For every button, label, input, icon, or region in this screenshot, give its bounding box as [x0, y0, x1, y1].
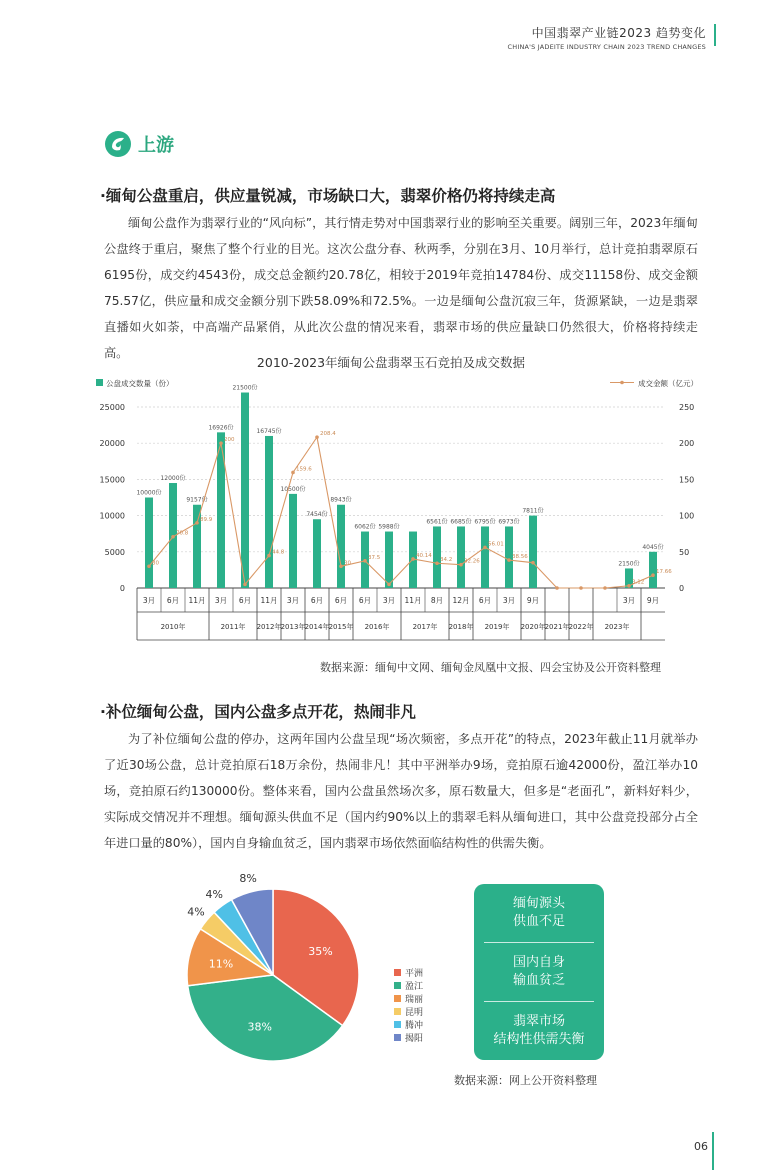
- line-point: [267, 554, 271, 558]
- x-tick-label: 6月: [310, 596, 324, 605]
- pie-legend-swatch: [394, 995, 401, 1002]
- pie-chart: [160, 868, 500, 1098]
- pie-legend-label: 盈江: [405, 982, 424, 992]
- pie-slice-label: 4%: [205, 888, 223, 902]
- line-point: [171, 535, 175, 539]
- year-label: 2020年: [520, 623, 546, 631]
- y-left-tick-label: 10000: [99, 511, 125, 521]
- pie-slice-label: 38%: [247, 1020, 272, 1034]
- x-tick-label: 3月: [382, 596, 396, 605]
- footer-accent-bar: [712, 1132, 714, 1170]
- y-left-tick-label: 0: [119, 584, 125, 593]
- x-tick-label: 6月: [166, 596, 180, 605]
- line-point: [315, 435, 319, 439]
- line-point: [411, 557, 415, 561]
- chart-bar: [289, 494, 297, 588]
- chart-bar: [385, 532, 393, 588]
- line-data-label: 32.26: [464, 558, 480, 565]
- bar-data-label: 10000份: [136, 489, 162, 497]
- chart-bar: [145, 498, 153, 589]
- line-point: [195, 521, 199, 525]
- chart-bar: [241, 393, 249, 588]
- line-data-label: 17.66: [656, 569, 672, 576]
- line-data-label: 200: [224, 437, 235, 444]
- year-label: 2013年: [280, 623, 306, 631]
- pie-source: 数据来源：网上公开资料整理: [454, 1074, 597, 1087]
- line-data-label: 34.2: [440, 557, 453, 564]
- chart-bar: [217, 432, 225, 588]
- x-tick-label: 3月: [622, 596, 636, 605]
- line-point: [291, 471, 295, 475]
- line-data-label: 37.5: [368, 554, 381, 561]
- line-point: [555, 586, 559, 590]
- bar-data-label: 9157份: [186, 496, 208, 504]
- x-tick-label: 12月: [452, 596, 470, 605]
- line-data-label: 3.12: [632, 579, 645, 586]
- line-point: [651, 573, 655, 577]
- bar-data-label: 7454份: [306, 511, 328, 519]
- legend-bar-swatch: [96, 379, 103, 386]
- x-tick-label: 3月: [286, 596, 300, 605]
- y-right-tick-label: 100: [679, 511, 695, 521]
- line-point: [243, 583, 247, 587]
- line-data-label: 89.9: [200, 516, 213, 523]
- x-tick-label: 11月: [404, 596, 422, 605]
- line-point: [579, 586, 583, 590]
- line-data-label: 40.14: [416, 552, 432, 559]
- box-item-domestic: 国内自身 输血贫乏: [512, 955, 565, 988]
- chart-source: 数据来源：缅甸中文网、缅甸金凤凰中文报、四会宝协及公开资料整理: [320, 661, 661, 674]
- bar-data-label: 10500份: [280, 485, 306, 493]
- year-label: 2021年: [544, 623, 570, 631]
- chart-bar: [481, 526, 489, 588]
- pie-legend-swatch: [394, 982, 401, 989]
- x-tick-label: 6月: [358, 596, 372, 605]
- page-number: 06: [694, 1140, 708, 1153]
- y-right-tick-label: 0: [679, 584, 685, 593]
- line-point: [435, 561, 439, 565]
- year-label: 2016年: [364, 623, 390, 631]
- bar-data-label: 4045份: [642, 543, 664, 551]
- line-data-label: 56.01: [488, 541, 504, 548]
- header-accent-bar: [714, 24, 716, 46]
- chart-bar: [337, 505, 345, 588]
- y-right-tick-label: 250: [679, 403, 695, 412]
- chart-bar: [313, 519, 321, 588]
- bar-data-label: 6561份: [426, 518, 448, 526]
- year-label: 2023年: [604, 623, 630, 631]
- year-label: 2018年: [448, 623, 474, 631]
- bar-data-label: 5988份: [378, 523, 400, 531]
- y-right-tick-label: 50: [679, 547, 690, 557]
- line-data-label: 44.8: [272, 549, 285, 556]
- x-tick-label: 3月: [142, 596, 156, 605]
- line-data-label: 70.8: [176, 530, 189, 537]
- bar-data-label: 6685份: [450, 518, 472, 526]
- header: [508, 24, 707, 51]
- legend-bar-label: 公盘成交数量（份）: [106, 379, 174, 388]
- bar-data-label: 16745份: [256, 427, 282, 435]
- chart-bar: [265, 436, 273, 588]
- x-tick-label: 8月: [430, 596, 444, 605]
- box-item-market: 翡翠市场 结构性供需失衡: [493, 1014, 585, 1047]
- article2-heading: ·补位缅甸公盘，国内公盘多点开花，热闹非凡: [100, 703, 416, 721]
- bar-data-label: 2150份: [618, 560, 640, 568]
- pie-slice-label: 8%: [239, 872, 257, 886]
- x-tick-label: 6月: [478, 596, 492, 605]
- y-left-tick-label: 15000: [99, 475, 125, 485]
- line-point: [363, 559, 367, 563]
- pie-legend-swatch: [394, 1021, 401, 1028]
- year-label: 2014年: [304, 623, 330, 631]
- line-point: [147, 564, 151, 568]
- year-label: 2010年: [160, 623, 186, 631]
- year-label: 2017年: [412, 623, 438, 631]
- line-point: [483, 546, 487, 550]
- x-tick-label: 6月: [238, 596, 252, 605]
- section-header: [104, 130, 174, 158]
- line-point: [219, 441, 223, 445]
- bar-data-label: 8943份: [330, 496, 352, 504]
- line-point: [459, 563, 463, 567]
- legend-line-marker: [620, 381, 624, 385]
- article2-body: 为了补位缅甸公盘的停办，这两年国内公盘呈现“场次频密，多点开花”的特点，2023年截止11月就举办了近30场公盘，总计竞拍原石18万余份，热闹非凡！其中平洲举办9场，竞拍原石逾42000份，盈江举办10场，竞拍原石约130000份。整体来看，国内公盘虽然场次多，原石数量大，但多是“老面孔”，新料好料少，实际成交情况并不理想。缅甸源头供血不足（国内约90%以上的翡翠毛料从缅甸进口，其中公盘竞投部分占全年进口量的80%），国内自身输血贫乏，国内翡翠市场依然面临结构性的供需失衡。: [104, 732, 698, 850]
- box-item-source: 缅甸源头 供血不足: [512, 896, 565, 929]
- line-data-label: 38.56: [512, 554, 528, 561]
- pie-slice-label: 35%: [308, 944, 333, 958]
- line-point: [531, 561, 535, 565]
- pie-legend-swatch: [394, 969, 401, 976]
- article1-body: 缅甸公盘作为翡翠行业的“风向标”，其行情走势对中国翡翠行业的影响至关重要。阔别三年，2023年缅甸公盘终于重启，聚焦了整个行业的目光。这次公盘分春、秋两季，分别在3月、10月举行，总计竞拍翡翠原石6195份，成交约4543份，成交总金额约20.78亿，相较于2019年竞拍14784份、成交11158份、成交金额75.57亿，供应量和成交金额分别下跌58.09%和72.5%。一边是缅甸公盘沉寂三年，货源紧缺，一边是翡翠直播如火如荼，中高端产品紧俏，从此次公盘的情况来看，翡翠市场的供应量缺口仍然很大，价格将持续走高。: [104, 216, 698, 360]
- year-label: 2012年: [256, 623, 282, 631]
- pie-legend-label: 腾冲: [405, 1021, 424, 1031]
- line-data-label: 208.4: [320, 431, 336, 438]
- section-title: 上游: [138, 135, 174, 156]
- chart-title: 2010-2023年缅甸公盘翡翠玉石竞拍及成交数据: [256, 355, 526, 370]
- line-point: [603, 586, 607, 590]
- line-point: [339, 564, 343, 568]
- line-data-label: 159.6: [296, 466, 312, 473]
- pie-legend-swatch: [394, 1034, 401, 1041]
- bar-data-label: 12000份: [160, 475, 186, 483]
- line-point: [507, 558, 511, 562]
- x-tick-label: 3月: [214, 596, 228, 605]
- y-right-tick-label: 200: [679, 439, 695, 449]
- pie-slice-label: 4%: [187, 905, 205, 919]
- line-point: [627, 584, 631, 588]
- x-tick-label: 11月: [260, 596, 278, 605]
- x-tick-label: 6月: [334, 596, 348, 605]
- bar-data-label: 6973份: [498, 518, 520, 526]
- bar-data-label: 21500份: [232, 384, 258, 392]
- legend-line-label: 成交金额（亿元）: [638, 379, 698, 388]
- bar-data-label: 6795份: [474, 518, 496, 526]
- bar-data-label: 7811份: [522, 507, 544, 515]
- bar-data-label: 16926份: [208, 424, 234, 432]
- line-data-label: 30: [344, 560, 351, 567]
- header-title-en: CHINA'S JADEITE INDUSTRY CHAIN 2023 TREND CHANGES: [507, 43, 706, 51]
- article1-heading: ·缅甸公盘重启，供应量锐减，市场缺口大，翡翠价格仍将持续走高: [100, 187, 556, 205]
- x-tick-label: 3月: [502, 596, 516, 605]
- combo-chart: [0, 370, 782, 670]
- x-tick-label: 11月: [188, 596, 206, 605]
- line-point: [387, 583, 391, 587]
- supply-issue-box: [474, 884, 604, 1060]
- year-label: 2011年: [220, 623, 246, 631]
- y-right-tick-label: 150: [679, 475, 695, 485]
- line-data-label: 30: [152, 560, 159, 567]
- header-title-cn: 中国翡翠产业链2023 趋势变化: [531, 26, 706, 40]
- chart-bar: [457, 526, 465, 588]
- pie-legend-label: 平洲: [405, 969, 424, 979]
- pie-legend-swatch: [394, 1008, 401, 1015]
- y-left-tick-label: 25000: [99, 403, 125, 412]
- y-left-tick-label: 20000: [99, 439, 125, 449]
- chart-bar: [529, 516, 537, 588]
- jade-leaf-icon: [104, 130, 132, 158]
- x-tick-label: 9月: [646, 596, 660, 605]
- bar-data-label: 6062份: [354, 523, 376, 531]
- y-left-tick-label: 5000: [104, 547, 125, 557]
- pie-legend-label: 昆明: [405, 1008, 424, 1018]
- pie-legend-label: 揭阳: [405, 1034, 424, 1044]
- pie-slice-label: 11%: [208, 957, 234, 971]
- year-label: 2019年: [484, 623, 510, 631]
- year-label: 2015年: [328, 623, 354, 631]
- year-label: 2022年: [568, 623, 594, 631]
- x-tick-label: 9月: [526, 596, 540, 605]
- pie-legend-label: 瑞丽: [405, 995, 424, 1005]
